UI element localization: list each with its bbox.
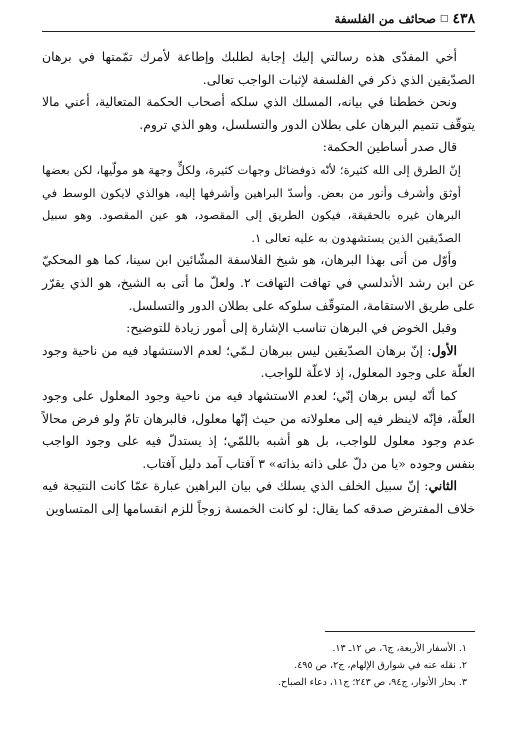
footnote-1: ١. الأسفار الأربعة، ج٦، ص ١٢ـ ١٣.: [332, 643, 467, 654]
header-rule: [42, 31, 475, 32]
paragraph-quote-intro: قال صدر أساطين الحكمة:: [322, 139, 457, 155]
footnotes: [42, 640, 467, 691]
paragraph-not-inni: كما أنّه ليس برهان إنّي؛ لعدم الاستشهاد فيه من ناحية وجود المعلول على وجود العلّة، فإنّه لاينظر فيه إلى معلولاته من حيث إنّها معلول، فالبرهان تامّ ولو فرض محالاً عدم وجود معلول للواجب، بل هو أشبه باللمّي؛ إذ يستدلّ فيه على وجود الواجب بنفس وجوده «يا من دلّ على ذاته بذاته» ٣ آفتاب آمد دليل آفتاب.: [42, 387, 475, 471]
page-number: ٤٣٨: [452, 11, 475, 27]
paragraph-intro: أخي المفدّى هذه رسالتي إليك إجابة لطلبك وإطاعة لأمرك تمّمتها في برهان الصدّيقين الذي ذكر في الفلسفة لإثبات الواجب تعالى.: [42, 49, 475, 87]
running-title: صحائف من الفلسفة: [334, 12, 436, 26]
page-body: [42, 46, 475, 520]
paragraph-first-point: [42, 340, 475, 385]
block-quote: إنّ الطرق إلى الله كثيرة؛ لأنّه ذوفضائل وجهات كثيرة، ولكلٍّ وجهة هو مولّيها، لكن بعضها أوثق وأشرف وأنور من بعض. وأسدّ البراهين وأشرفها إليه، هوالذي لايكون الوسط في البرهان غيره بالحقيقة، فيكون الطريق إلى المقصود، هو عين المقصود. وهو سبيل الصدّيقين الذين يستشهدون به عليه تعالى ١.: [42, 162, 461, 245]
first-point-text: : إنّ برهان الصدّيقين ليس ببرهان لـمّي؛ لعدم الاستشهاد فيه من ناحية وجود العلّة على وجود المعلول، إذ لاعلّة للواجب.: [42, 342, 475, 381]
footnote-rule: [325, 631, 475, 632]
second-point-text: : إنّ سبيل الخلف الذي يسلك في بيان البراهين عبارة عمّا كانت النتيجة فيه خلاف المفترض صدقه كما يقال: لو كانت الخمسة زوجاً للزم انقسامها إلى المتساوين: [42, 478, 475, 516]
header-separator-icon: □: [439, 14, 449, 24]
paragraph-method: ونحن خططنا في بيانه، المسلك الذي سلكه أصحاب الحكمة المتعالية، أعني مالا يتوقّف تتميم البرهان على بطلان الدور والتسلسل، وهو الذي تروم.: [42, 94, 475, 132]
footnote-3: ٣. بحار الأنوار، ج٩٤، ص ٢٤٣؛ ج١١، دعاء الصباح.: [277, 677, 467, 688]
footnote-2: ٢. نقله عنه في شوارق الإلهام، ج٢، ص ٤٩٥.: [294, 660, 467, 671]
first-point-label: الأول: [431, 342, 457, 358]
second-point-label: الثاني: [428, 478, 457, 494]
running-header: [42, 8, 475, 30]
paragraph-preliminaries: وقبل الخوض في البرهان تناسب الإشارة إلى أمور زيادة للتوضيح:: [126, 320, 457, 336]
paragraph-first-proponent: وأوّل من أتى بهذا البرهان، هو شيخ الفلاسفة المشّائين ابن سينا، كما هو المحكيّ عن ابن رشد الأندلسي في تهافت التهافت ٢. ولعلّ ما أتى به الشيخ، هو الذي يقرّر على طريق الاستقامة، المتوقّف سلوكه على بطلان الدور والتسلسل.: [42, 252, 476, 313]
paragraph-second-point: [42, 475, 475, 520]
